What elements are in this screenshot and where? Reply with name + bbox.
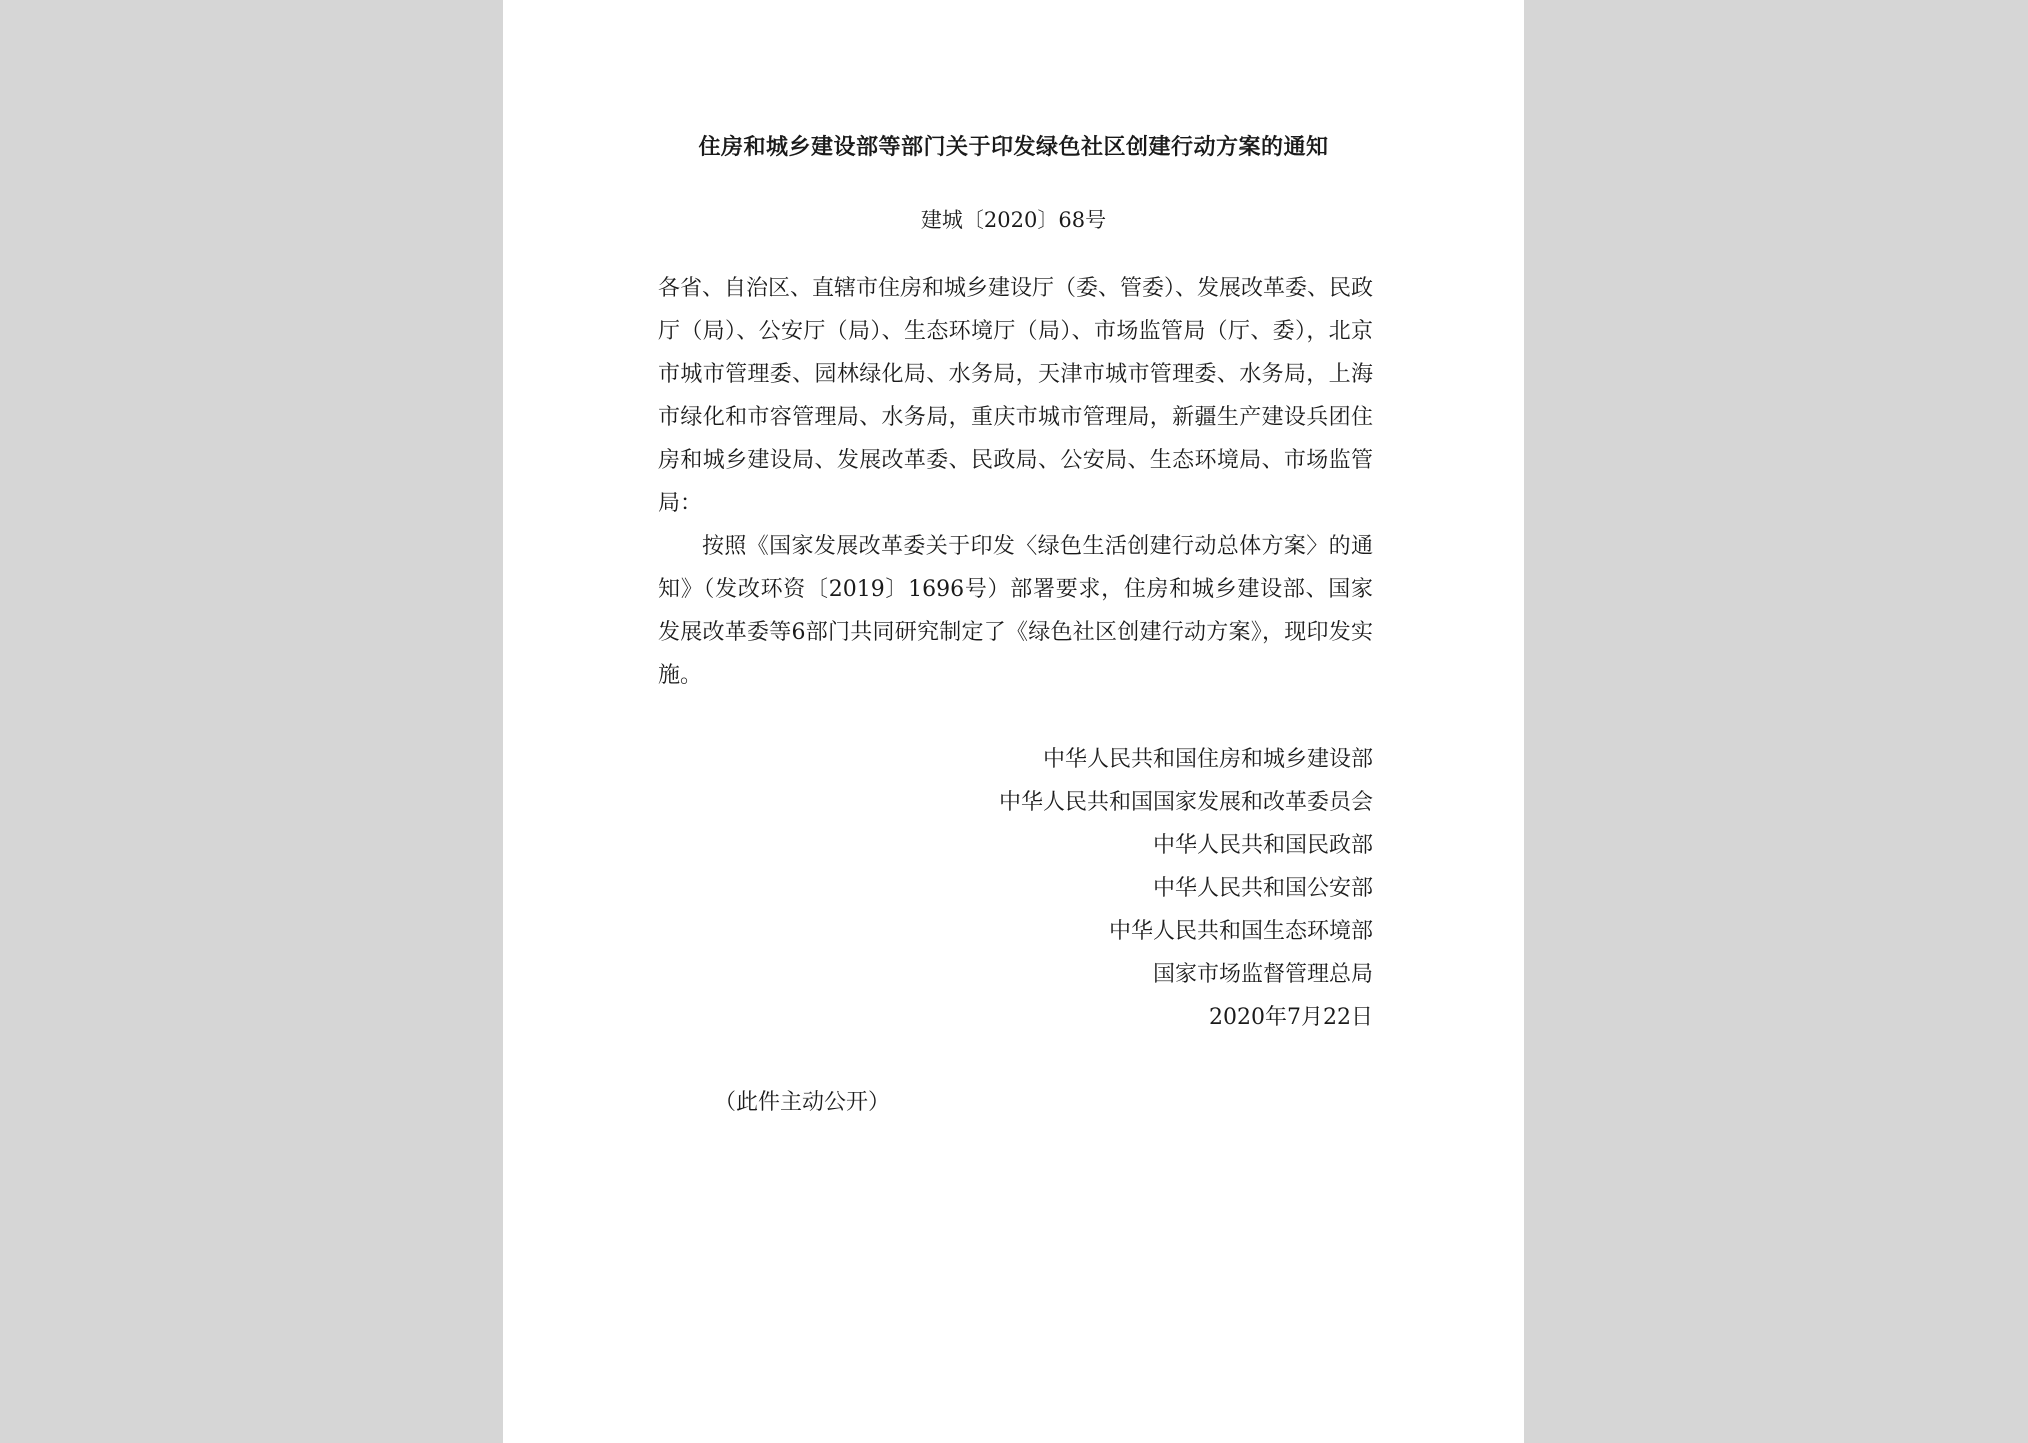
- body-paragraph: 按照《国家发展改革委关于印发〈绿色生活创建行动总体方案〉的通知》（发改环资〔2019〕1696号）部署要求，住房和城乡建设部、国家发展改革委等6部门共同研究制定了《绿色社区创建行动方案》，现印发实施。: [658, 534, 1373, 688]
- document-body: [658, 267, 1373, 697]
- disclosure-note: （此件主动公开）: [714, 1090, 891, 1115]
- signatory-line: 中华人民共和国公安部: [1152, 876, 1373, 901]
- issue-date: 2020年7月22日: [1209, 1005, 1373, 1030]
- recipients-paragraph: 各省、自治区、直辖市住房和城乡建设厅（委、管委）、发展改革委、民政厅（局）、公安厅（局）、生态环境厅（局）、市场监管局（厅、委），北京市城市管理委、园林绿化局、水务局，天津市城市管理委、水务局，上海市绿化和市容管理局、水务局，重庆市城市管理局，新疆生产建设兵团住房和城乡建设局、发展改革委、民政局、公安局、生态环境局、市场监管局：: [658, 276, 1374, 516]
- signatory-line: 中华人民共和国国家发展和改革委员会: [998, 790, 1373, 815]
- signatory-line: 中华人民共和国生态环境部: [1108, 919, 1373, 944]
- document-title: 住房和城乡建设部等部门关于印发绿色社区创建行动方案的通知: [698, 135, 1329, 160]
- signatory-line: 中华人民共和国住房和城乡建设部: [1042, 747, 1373, 772]
- document-number: 建城〔2020〕68号: [920, 208, 1107, 232]
- signatory-line: 国家市场监督管理总局: [1152, 962, 1373, 987]
- signatory-block: [999, 738, 1373, 1039]
- document-page: [503, 0, 1524, 1443]
- signatory-line: 中华人民共和国民政部: [1152, 833, 1373, 858]
